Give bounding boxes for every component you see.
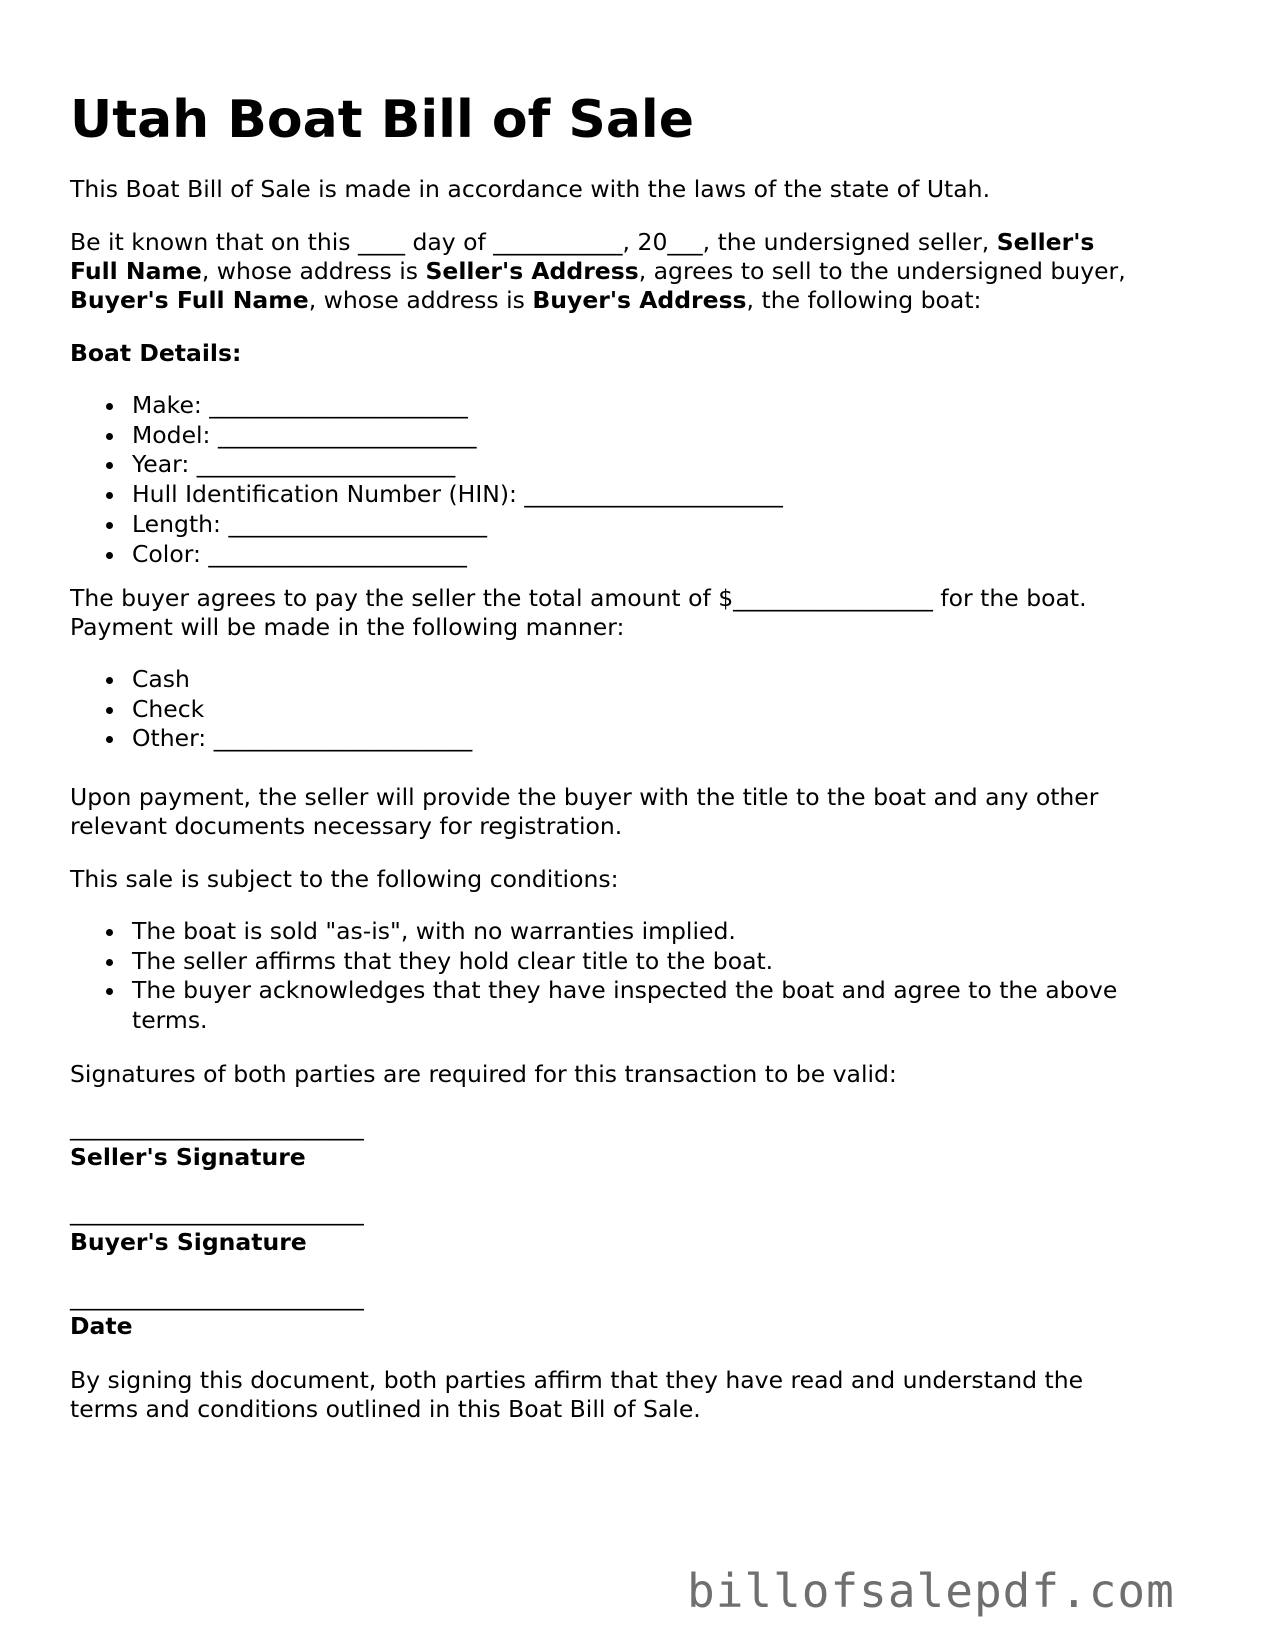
payment-methods-list xyxy=(70,665,472,754)
page-title: Utah Boat Bill of Sale xyxy=(70,90,694,150)
buyer-address-placeholder: Buyer's Address xyxy=(532,286,747,314)
known-line-3-text-a: , whose address is xyxy=(308,286,533,314)
conditions-list xyxy=(70,917,1117,1036)
known-line-3-text-b: , the following boat: xyxy=(746,286,982,314)
closing-line-2: terms and conditions outlined in this Boat Bill of Sale. xyxy=(70,1395,701,1423)
payment-method-check: Check xyxy=(70,695,472,725)
boat-details-list xyxy=(70,391,783,569)
upon-payment-line-1: Upon payment, the seller will provide the buyer with the title to the boat and any other xyxy=(70,783,1099,811)
buyer-signature-label: Buyer's Signature xyxy=(70,1228,307,1256)
seller-signature-label: Seller's Signature xyxy=(70,1143,306,1171)
condition-inspected-cont: terms. xyxy=(132,1006,208,1035)
upon-payment-line-2: relevant documents necessary for registration. xyxy=(70,812,623,840)
site-watermark: billofsalepdf.com xyxy=(687,1564,1175,1618)
signatures-intro: Signatures of both parties are required for this transaction to be valid: xyxy=(70,1060,897,1088)
intro-text: This Boat Bill of Sale is made in accordance with the laws of the state of Utah. xyxy=(70,175,991,203)
known-line-1-text: Be it known that on this ____ day of ___________, 20___, the undersigned seller, xyxy=(70,228,997,256)
boat-detail-year: Year: ______________________ xyxy=(70,450,783,480)
boat-detail-make: Make: ______________________ xyxy=(70,391,783,421)
known-line-2-text-a: , whose address is xyxy=(201,257,426,285)
boat-detail-color: Color: ______________________ xyxy=(70,540,783,570)
condition-clear-title: The seller affirms that they hold clear title to the boat. xyxy=(70,947,1117,977)
known-line-2-text-b: , agrees to sell to the undersigned buyer, xyxy=(638,257,1126,285)
closing-line-1: By signing this document, both parties affirm that they have read and understand the xyxy=(70,1366,1084,1394)
boat-detail-model: Model: ______________________ xyxy=(70,421,783,451)
buyer-name-placeholder: Buyer's Full Name xyxy=(70,286,309,314)
condition-as-is: The boat is sold "as-is", with no warranties implied. xyxy=(70,917,1117,947)
seller-address-placeholder: Seller's Address xyxy=(425,257,639,285)
payment-method-other: Other: ______________________ xyxy=(70,724,472,754)
date-label: Date xyxy=(70,1312,133,1340)
seller-signature-line: _________________________ xyxy=(70,1113,364,1141)
seller-name-placeholder: Seller's xyxy=(996,228,1095,256)
buyer-signature-line: _________________________ xyxy=(70,1198,364,1226)
seller-name-placeholder-cont: Full Name xyxy=(70,257,202,285)
payment-manner-line: Payment will be made in the following manner: xyxy=(70,613,625,641)
conditions-intro: This sale is subject to the following conditions: xyxy=(70,865,619,893)
boat-detail-hin: Hull Identification Number (HIN): ______________________ xyxy=(70,480,783,510)
date-line: _________________________ xyxy=(70,1283,364,1311)
known-line-1 xyxy=(70,227,1094,257)
boat-details-heading: Boat Details: xyxy=(70,339,242,367)
payment-amount-line: The buyer agrees to pay the seller the total amount of $_________________ for the boat. xyxy=(70,584,1087,612)
payment-method-cash: Cash xyxy=(70,665,472,695)
known-line-2 xyxy=(70,256,1126,286)
boat-detail-length: Length: ______________________ xyxy=(70,510,783,540)
known-line-3 xyxy=(70,285,981,315)
condition-inspected: The buyer acknowledges that they have inspected the boat and agree to the above xyxy=(70,976,1117,1006)
